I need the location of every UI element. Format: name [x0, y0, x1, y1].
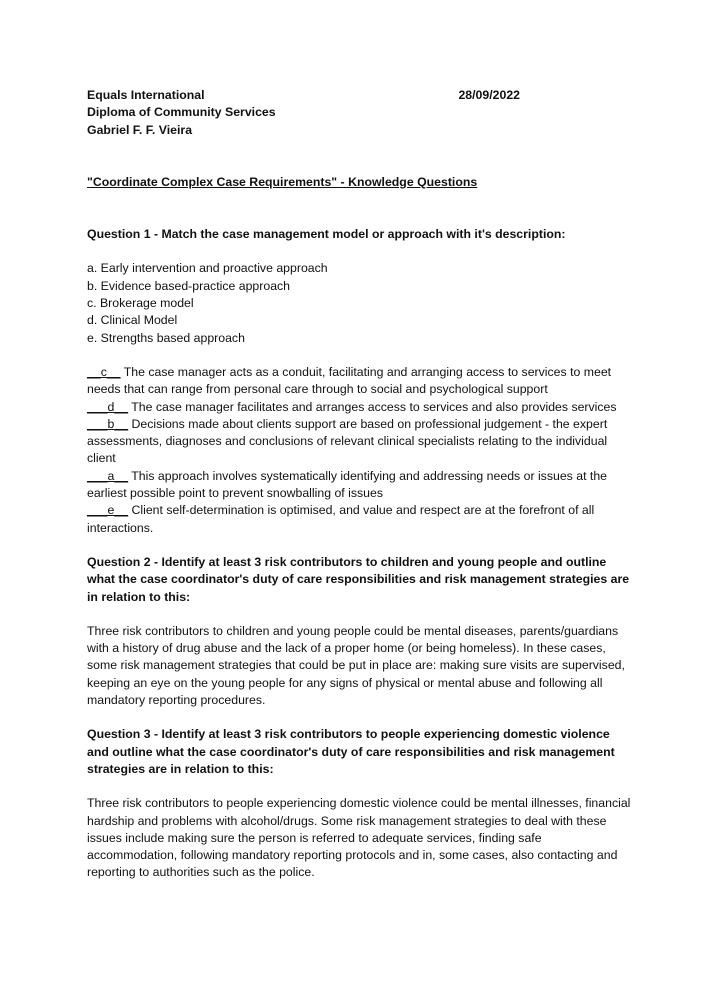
- match-item: [87, 502, 632, 537]
- match-item: [87, 399, 632, 416]
- question-2-heading: Question 2 - Identify at least 3 risk contributors to children and young people and outline what the case coordinator's duty of care responsibilities and risk management strategies are in relation to this:: [87, 554, 630, 604]
- option-item: a. Early intervention and proactive approach: [87, 261, 328, 276]
- match-description: Client self-determination is optimised, and value and respect are at the forefront of all interactions.: [87, 503, 595, 535]
- question-2-answer: Three risk contributors to children and young people could be mental diseases, parents/guardians with a history of drug abuse and the lack of a proper home (or being homeless). In these cases, some risk management strategies that could be put in place are: making sure visits are supervised, keeping an eye on the young people for any signs of physical or mental abuse and following all mandatory reporting procedures.: [87, 623, 625, 708]
- answer-letter: c: [100, 364, 107, 379]
- answer-blank-suffix: __: [114, 399, 129, 414]
- option-item: e. Strengths based approach: [87, 330, 245, 345]
- student-name: Gabriel F. F. Vieira: [87, 122, 193, 137]
- match-item: [87, 364, 632, 399]
- answer-letter: d: [107, 399, 115, 414]
- answer-blank-suffix: __: [114, 416, 129, 431]
- answer-blank-suffix: __: [114, 468, 129, 483]
- question-3-heading: Question 3 - Identify at least 3 risk contributors to people experiencing domestic violence and outline what the case coordinator's duty of care responsibilities and risk management strategies are in relation to this:: [87, 727, 615, 776]
- match-description: The case manager facilitates and arranges access to services and also provides services: [128, 399, 617, 414]
- question-1-heading: Question 1 - Match the case management model or approach with it's description:: [87, 227, 566, 242]
- match-description: This approach involves systematically identifying and addressing needs or issues at the earliest possible point to prevent snowballing of issues: [87, 468, 607, 501]
- option-item: c. Brokerage model: [87, 296, 194, 311]
- answer-letter: a: [107, 468, 115, 483]
- question-1: [87, 226, 632, 537]
- answer-blank-prefix: ___: [87, 416, 108, 431]
- course-name: Diploma of Community Services: [87, 105, 276, 120]
- answer-blank-suffix: __: [106, 364, 121, 379]
- question-3-answer: Three risk contributors to people experiencing domestic violence could be mental illnesses, financial hardship and problems with alcohol/drugs. Some risk management strategies to deal with these issues include making sure the person is referred to adequate services, finding safe accommodation, following mandatory reporting protocols and in, some cases, also contacting and reporting to authorities such as the police.: [87, 796, 631, 880]
- answer-letter: b: [107, 416, 115, 431]
- question-3: [87, 726, 632, 881]
- document-header: [87, 87, 632, 139]
- match-description: Decisions made about clients support are based on professional judgement - the expert assessments, diagnoses and conclusions of relevant clinical specialists relating to the individual client: [87, 416, 608, 466]
- answer-blank-prefix: ___: [87, 399, 108, 414]
- question-1-options: [87, 260, 632, 346]
- answer-blank-suffix: __: [114, 503, 129, 518]
- option-item: d. Clinical Model: [87, 313, 178, 328]
- document-title: "Coordinate Complex Case Requirements" - Knowledge Questions: [87, 174, 478, 189]
- answer-letter: e: [107, 503, 115, 518]
- answer-blank-prefix: __: [87, 364, 101, 379]
- question-2: [87, 554, 632, 709]
- option-item: b. Evidence based-practice approach: [87, 278, 291, 293]
- match-item: [87, 416, 632, 468]
- institution-name: Equals International: [87, 88, 205, 102]
- answer-blank-prefix: ___: [87, 468, 108, 483]
- document-date: 28/09/2022: [458, 88, 520, 102]
- question-1-matches: [87, 364, 632, 537]
- match-item: [87, 468, 632, 503]
- answer-blank-prefix: ___: [87, 503, 108, 518]
- match-description: The case manager acts as a conduit, facilitating and arranging access to services to meet needs that can range from personal care through to social and psychological support: [87, 364, 612, 397]
- document-page: [87, 87, 632, 882]
